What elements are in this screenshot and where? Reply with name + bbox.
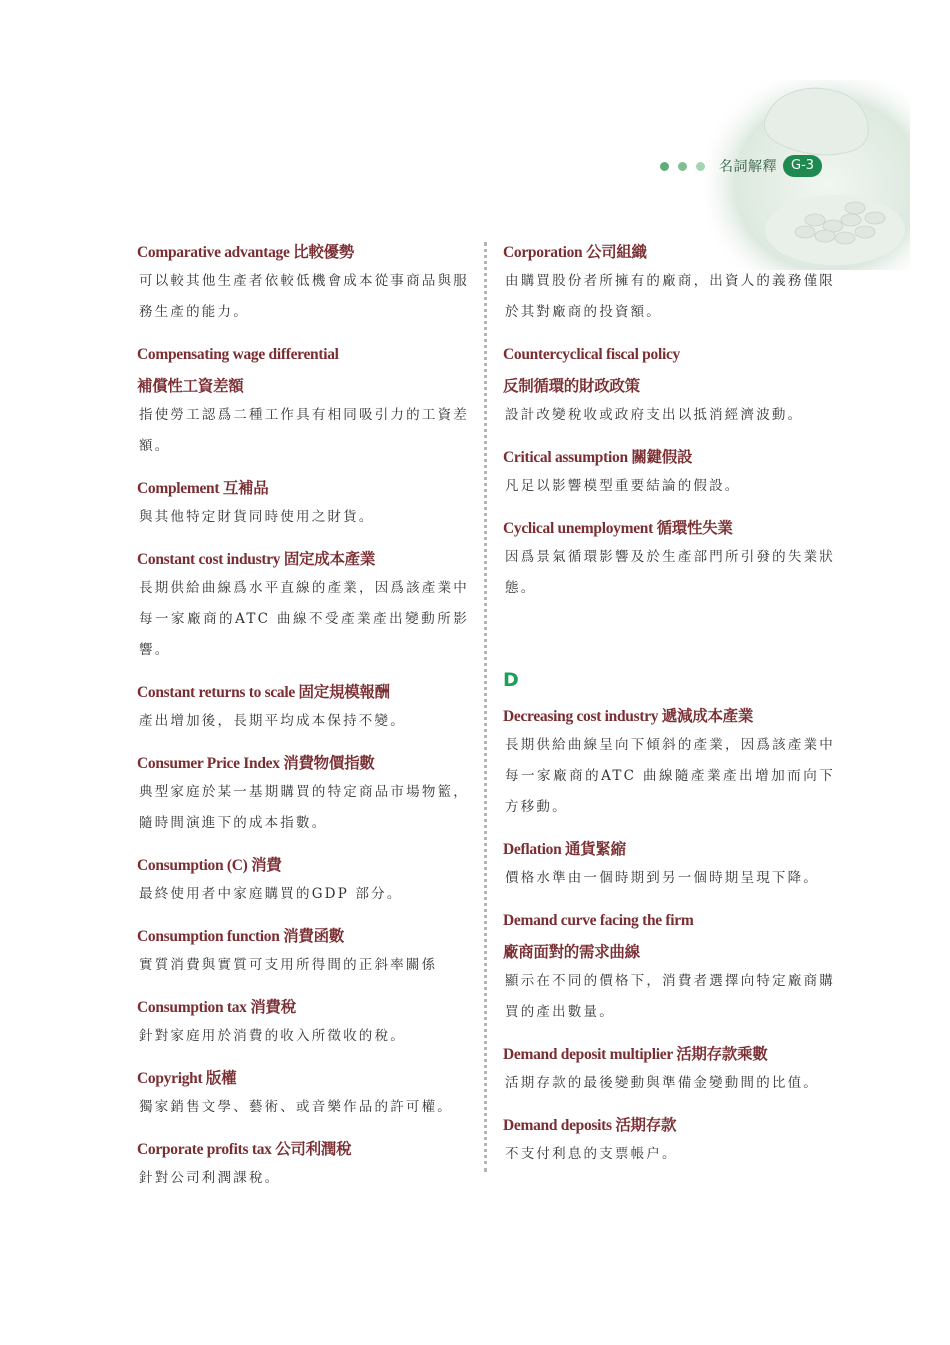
glossary-definition: 顯示在不同的價格下，消費者選擇向特定廠商購買的產出數量。 — [505, 973, 835, 1020]
right-column — [503, 240, 835, 1184]
glossary-term — [137, 1137, 469, 1163]
glossary-entry — [503, 908, 835, 1028]
glossary-term — [503, 240, 835, 266]
glossary-entry — [503, 342, 835, 431]
glossary-definition: 針對公司利潤課稅。 — [139, 1170, 281, 1186]
glossary-definition: 不支付利息的支票帳户。 — [505, 1146, 678, 1162]
glossary-definition: 獨家銷售文學、藝術、或音樂作品的許可權。 — [139, 1099, 453, 1115]
glossary-definition: 最終使用者中家庭購買的GDP 部分。 — [139, 886, 403, 902]
glossary-entry — [137, 680, 469, 737]
glossary-definition: 價格水準由一個時期到另一個時期呈現下降。 — [505, 870, 819, 886]
term-english: Critical assumption — [503, 449, 628, 466]
glossary-definition: 設計改變稅收或政府支出以抵消經濟波動。 — [505, 407, 804, 423]
header-dot-icon — [660, 162, 669, 171]
term-english: Consumption (C) — [137, 857, 248, 874]
header-dot-icon — [678, 162, 687, 171]
glossary-entry — [137, 924, 469, 981]
glossary-definition: 可以較其他生產者依較低機會成本從事商品與服務生產的能力。 — [139, 273, 469, 320]
glossary-term — [137, 853, 469, 879]
header-dot-icon — [696, 162, 705, 171]
term-english: Demand deposit multiplier — [503, 1046, 673, 1063]
glossary-entry — [137, 751, 469, 839]
term-english: Deflation — [503, 841, 562, 858]
glossary-entry — [137, 1137, 469, 1194]
glossary-term — [503, 704, 835, 730]
term-chinese: 關鍵假設 — [631, 449, 693, 466]
glossary-definition: 長期供給曲線爲水平直線的產業，因爲該產業中每一家廠商的ATC 曲線不受產業產出變動所影響。 — [139, 580, 469, 658]
term-chinese: 廠商面對的需求曲線 — [503, 944, 640, 961]
term-english: Consumer Price Index — [137, 755, 280, 772]
glossary-term — [503, 908, 835, 966]
glossary-definition: 產出增加後，長期平均成本保持不變。 — [139, 713, 406, 729]
page-header — [660, 154, 822, 178]
term-english: Comparative advantage — [137, 244, 290, 261]
term-english: Constant returns to scale — [137, 684, 295, 701]
glossary-entry — [137, 547, 469, 666]
left-column — [137, 240, 469, 1208]
glossary-term — [137, 751, 469, 777]
term-english: Corporate profits tax — [137, 1141, 272, 1158]
term-english: Compensating wage differential — [137, 346, 339, 363]
term-english: Demand curve facing the firm — [503, 912, 694, 929]
glossary-entry — [503, 516, 835, 604]
glossary-entry — [503, 837, 835, 894]
term-chinese: 固定規模報酬 — [298, 684, 390, 701]
term-english: Complement — [137, 480, 220, 497]
glossary-entry — [503, 445, 835, 502]
glossary-term — [137, 476, 469, 502]
glossary-term — [503, 837, 835, 863]
glossary-definition: 由購買股份者所擁有的廠商，出資人的義務僅限於其對廠商的投資額。 — [505, 273, 835, 320]
glossary-term — [137, 240, 469, 266]
glossary-entry — [137, 853, 469, 910]
glossary-entry — [503, 1042, 835, 1099]
glossary-definition: 長期供給曲線呈向下傾斜的產業，因爲該產業中每一家廠商的ATC 曲線隨產業產出增加而向下方移動。 — [505, 737, 835, 815]
glossary-term — [503, 1042, 835, 1068]
term-chinese: 活期存款 — [615, 1117, 677, 1134]
glossary-term — [137, 995, 469, 1021]
term-chinese: 公司利潤稅 — [275, 1141, 352, 1158]
glossary-entry — [137, 476, 469, 533]
term-chinese: 循環性失業 — [656, 520, 733, 537]
term-chinese: 通貨緊縮 — [565, 841, 626, 858]
glossary-entry — [137, 995, 469, 1052]
term-english: Cyclical unemployment — [503, 520, 653, 537]
term-chinese: 公司組織 — [585, 244, 647, 261]
term-chinese: 活期存款乘數 — [676, 1046, 768, 1063]
term-chinese: 消費函數 — [283, 928, 344, 945]
term-chinese: 消費 — [251, 857, 282, 874]
column-divider — [484, 242, 487, 1172]
term-english: Demand deposits — [503, 1117, 612, 1134]
glossary-term — [503, 1113, 835, 1139]
glossary-definition: 活期存款的最後變動與準備金變動間的比值。 — [505, 1075, 819, 1091]
term-chinese: 遞減成本產業 — [661, 708, 754, 725]
term-chinese: 比較優勢 — [293, 244, 354, 261]
section-name: 名詞解釋 — [719, 159, 777, 175]
glossary-term — [503, 516, 835, 542]
glossary-definition: 與其他特定財貨同時使用之財貨。 — [139, 509, 375, 525]
page-number-badge: G-3 — [783, 155, 822, 177]
glossary-entry — [503, 704, 835, 823]
term-chinese: 互補品 — [222, 480, 269, 497]
glossary-term — [503, 445, 835, 471]
glossary-definition: 針對家庭用於消費的收入所徵收的稅。 — [139, 1028, 406, 1044]
term-chinese: 反制循環的財政政策 — [503, 378, 640, 395]
term-english: Corporation — [503, 244, 583, 261]
glossary-term — [137, 547, 469, 573]
glossary-entry — [137, 342, 469, 462]
glossary-entry — [137, 1066, 469, 1123]
section-letter-d: D — [503, 669, 519, 691]
term-english: Constant cost industry — [137, 551, 281, 568]
term-english: Consumption function — [137, 928, 280, 945]
glossary-definition: 凡足以影響模型重要結論的假設。 — [505, 478, 741, 494]
term-chinese: 消費稅 — [250, 999, 296, 1016]
term-english: Decreasing cost industry — [503, 708, 659, 725]
term-chinese: 版權 — [205, 1070, 237, 1087]
term-english: Countercyclical fiscal policy — [503, 346, 680, 363]
glossary-entry — [503, 1113, 835, 1170]
glossary-definition: 典型家庭於某一基期購買的特定商品市場物籃，隨時間演進下的成本指數。 — [139, 784, 469, 831]
glossary-entry — [137, 240, 469, 328]
glossary-entry — [503, 240, 835, 328]
glossary-term — [137, 1066, 469, 1092]
glossary-definition: 指使勞工認爲二種工作具有相同吸引力的工資差額。 — [139, 407, 469, 454]
glossary-term — [503, 342, 835, 400]
term-english: Consumption tax — [137, 999, 247, 1016]
glossary-term — [137, 680, 469, 706]
glossary-definition: 實質消費與實質可支用所得間的正斜率關係 — [139, 957, 438, 973]
term-chinese: 固定成本產業 — [283, 551, 376, 568]
glossary-term — [137, 342, 469, 400]
term-english: Copyright — [137, 1070, 203, 1087]
term-chinese: 消費物價指數 — [283, 755, 375, 772]
glossary-term — [137, 924, 469, 950]
glossary-definition: 因爲景氣循環影響及於生產部門所引發的失業狀態。 — [505, 549, 835, 596]
term-chinese: 補償性工資差額 — [137, 378, 244, 395]
